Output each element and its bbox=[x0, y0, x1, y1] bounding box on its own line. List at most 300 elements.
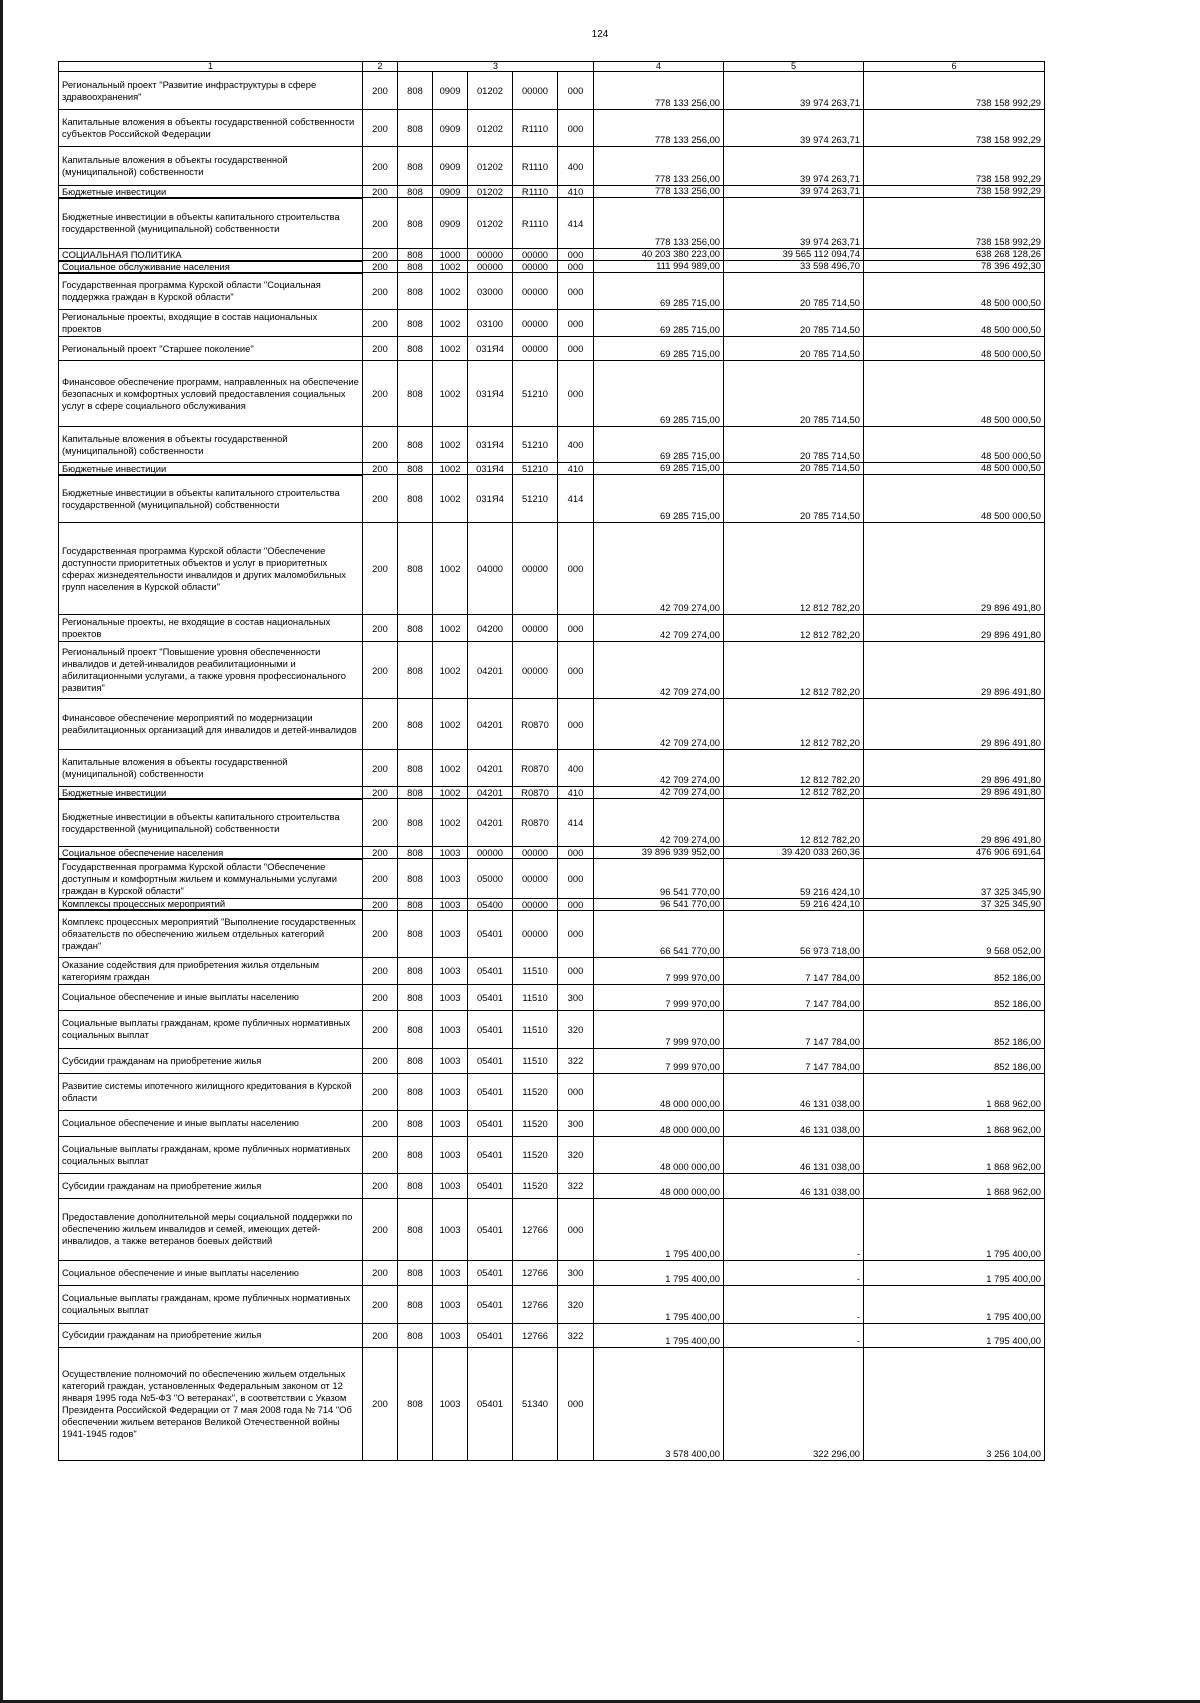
amount-cell: 96 541 770,00 bbox=[594, 898, 724, 910]
table-row bbox=[59, 957, 1045, 984]
code-cell: R0870 bbox=[513, 699, 558, 750]
amount-cell: 1 795 400,00 bbox=[594, 1323, 724, 1347]
code-cell: 51210 bbox=[513, 463, 558, 475]
row-name: Социальное обеспечение и иные выплаты населению bbox=[59, 984, 363, 1010]
code-cell: 1003 bbox=[433, 898, 468, 910]
code-cell: 808 bbox=[398, 361, 433, 427]
code-cell: 01202 bbox=[468, 110, 513, 147]
code-cell: 808 bbox=[398, 198, 433, 249]
code-cell: 00000 bbox=[513, 273, 558, 310]
code-cell: 11520 bbox=[513, 1110, 558, 1136]
code-cell: 00000 bbox=[468, 847, 513, 859]
code-cell: 200 bbox=[363, 859, 398, 899]
code-cell: 200 bbox=[363, 361, 398, 427]
amount-cell: 852 186,00 bbox=[864, 957, 1045, 984]
code-cell: 000 bbox=[558, 261, 594, 273]
table-row bbox=[59, 198, 1045, 249]
code-cell: 320 bbox=[558, 1136, 594, 1173]
table-row bbox=[59, 787, 1045, 799]
code-cell: 05401 bbox=[468, 1323, 513, 1347]
amount-cell: 48 000 000,00 bbox=[594, 1136, 724, 1173]
code-cell: 808 bbox=[398, 1347, 433, 1460]
code-cell: 1003 bbox=[433, 1198, 468, 1260]
amount-cell: 20 785 714,50 bbox=[724, 310, 864, 337]
code-cell: 200 bbox=[363, 1260, 398, 1285]
code-cell: 808 bbox=[398, 310, 433, 337]
table-row bbox=[59, 310, 1045, 337]
code-cell: 320 bbox=[558, 1010, 594, 1048]
amount-cell: 322 296,00 bbox=[724, 1347, 864, 1460]
code-cell: 1002 bbox=[433, 337, 468, 361]
amount-cell: 48 500 000,50 bbox=[864, 337, 1045, 361]
amount-cell: 39 974 263,71 bbox=[724, 147, 864, 186]
row-name: Предоставление дополнительной меры социальной поддержки по обеспечению жильем инвалидов и семей, имеющих детей-инвалидов, а также ветеранов боевых действий bbox=[59, 1198, 363, 1260]
code-cell: 1003 bbox=[433, 1260, 468, 1285]
code-cell: R1110 bbox=[513, 147, 558, 186]
code-cell: 400 bbox=[558, 750, 594, 787]
code-cell: 51340 bbox=[513, 1347, 558, 1460]
amount-cell: 3 256 104,00 bbox=[864, 1347, 1045, 1460]
code-cell: 031Я4 bbox=[468, 475, 513, 523]
code-cell: 808 bbox=[398, 1173, 433, 1198]
amount-cell: 29 896 491,80 bbox=[864, 750, 1045, 787]
amount-cell: 20 785 714,50 bbox=[724, 273, 864, 310]
code-cell: 000 bbox=[558, 1347, 594, 1460]
table-row bbox=[59, 642, 1045, 699]
code-cell: 1003 bbox=[433, 859, 468, 899]
table-row bbox=[59, 1048, 1045, 1073]
amount-cell: 42 709 274,00 bbox=[594, 699, 724, 750]
code-cell: 200 bbox=[363, 1073, 398, 1110]
amount-cell: 29 896 491,80 bbox=[864, 799, 1045, 847]
amount-cell: 7 999 970,00 bbox=[594, 957, 724, 984]
code-cell: 0909 bbox=[433, 110, 468, 147]
row-name: Комплекс процессных мероприятий "Выполнение государственных обязательств по обеспечению жильем отдельных категорий граждан" bbox=[59, 910, 363, 957]
table-row bbox=[59, 186, 1045, 198]
row-name: Социальные выплаты гражданам, кроме публичных нормативных социальных выплат bbox=[59, 1136, 363, 1173]
code-cell: 0909 bbox=[433, 72, 468, 110]
code-cell: 808 bbox=[398, 1110, 433, 1136]
amount-cell: 12 812 782,20 bbox=[724, 523, 864, 615]
code-cell: 808 bbox=[398, 859, 433, 899]
code-cell: 1003 bbox=[433, 1285, 468, 1323]
table-row bbox=[59, 898, 1045, 910]
amount-cell: 33 598 496,70 bbox=[724, 261, 864, 273]
code-cell: 000 bbox=[558, 249, 594, 261]
code-cell: 11510 bbox=[513, 984, 558, 1010]
amount-cell: 48 500 000,50 bbox=[864, 475, 1045, 523]
code-cell: 808 bbox=[398, 847, 433, 859]
code-cell: 410 bbox=[558, 787, 594, 799]
code-cell: 01202 bbox=[468, 186, 513, 198]
row-name: Социальное обслуживание населения bbox=[59, 261, 363, 273]
code-cell: 414 bbox=[558, 799, 594, 847]
table-row bbox=[59, 1285, 1045, 1323]
amount-cell: 12 812 782,20 bbox=[724, 615, 864, 642]
code-cell: 00000 bbox=[513, 910, 558, 957]
code-cell: 1000 bbox=[433, 249, 468, 261]
row-name: Субсидии гражданам на приобретение жилья bbox=[59, 1048, 363, 1073]
code-cell: 12766 bbox=[513, 1323, 558, 1347]
code-cell: 1003 bbox=[433, 1010, 468, 1048]
amount-cell: 1 868 962,00 bbox=[864, 1110, 1045, 1136]
amount-cell: 69 285 715,00 bbox=[594, 273, 724, 310]
code-cell: R1110 bbox=[513, 186, 558, 198]
code-cell: 808 bbox=[398, 1048, 433, 1073]
code-cell: 808 bbox=[398, 910, 433, 957]
code-cell: 200 bbox=[363, 910, 398, 957]
code-cell: 808 bbox=[398, 147, 433, 186]
code-cell: 031Я4 bbox=[468, 361, 513, 427]
code-cell: 00000 bbox=[513, 615, 558, 642]
code-cell: 300 bbox=[558, 1110, 594, 1136]
code-cell: 322 bbox=[558, 1323, 594, 1347]
code-cell: 12766 bbox=[513, 1198, 558, 1260]
row-name: Оказание содействия для приобретения жилья отдельным категориям граждан bbox=[59, 957, 363, 984]
code-cell: 03100 bbox=[468, 310, 513, 337]
code-cell: 51210 bbox=[513, 475, 558, 523]
code-cell: 808 bbox=[398, 787, 433, 799]
code-cell: 200 bbox=[363, 186, 398, 198]
code-cell: 200 bbox=[363, 72, 398, 110]
scan-edge-left bbox=[0, 0, 3, 1703]
code-cell: 200 bbox=[363, 1323, 398, 1347]
code-cell: 05401 bbox=[468, 1010, 513, 1048]
amount-cell: 738 158 992,29 bbox=[864, 186, 1045, 198]
code-cell: 000 bbox=[558, 847, 594, 859]
code-cell: 808 bbox=[398, 475, 433, 523]
row-name: Финансовое обеспечение программ, направленных на обеспечение безопасных и комфортных условий предоставления социальных услуг в сфере социального обслуживания bbox=[59, 361, 363, 427]
amount-cell: 738 158 992,29 bbox=[864, 198, 1045, 249]
code-cell: 1002 bbox=[433, 427, 468, 463]
code-cell: 11510 bbox=[513, 957, 558, 984]
amount-cell: 738 158 992,29 bbox=[864, 72, 1045, 110]
row-name: Осуществление полномочий по обеспечению жильем отдельных категорий граждан, установленных Федеральным законом от 12 января 1995 года №5-ФЗ "О ветеранах", в соответствии с Указом Президента Российской Федерации от 7 мая 2008 года № 714 "Об обеспечении жильем ветеранов Великой Отечественной войны 1941-1945 годов" bbox=[59, 1347, 363, 1460]
code-cell: 00000 bbox=[513, 310, 558, 337]
code-cell: 01202 bbox=[468, 147, 513, 186]
table-row bbox=[59, 72, 1045, 110]
code-cell: R0870 bbox=[513, 787, 558, 799]
code-cell: 808 bbox=[398, 110, 433, 147]
amount-cell: 48 000 000,00 bbox=[594, 1073, 724, 1110]
code-cell: 00000 bbox=[513, 859, 558, 899]
table-row bbox=[59, 699, 1045, 750]
code-cell: R0870 bbox=[513, 750, 558, 787]
table-row bbox=[59, 249, 1045, 261]
column-number: 4 bbox=[594, 62, 724, 72]
code-cell: 200 bbox=[363, 337, 398, 361]
table-row bbox=[59, 1198, 1045, 1260]
amount-cell: 12 812 782,20 bbox=[724, 699, 864, 750]
code-cell: 808 bbox=[398, 1260, 433, 1285]
code-cell: 031Я4 bbox=[468, 463, 513, 475]
code-cell: 808 bbox=[398, 523, 433, 615]
row-name: Бюджетные инвестиции bbox=[59, 463, 363, 475]
amount-cell: 29 896 491,80 bbox=[864, 615, 1045, 642]
code-cell: 400 bbox=[558, 427, 594, 463]
table-row bbox=[59, 1347, 1045, 1460]
code-cell: 200 bbox=[363, 1198, 398, 1260]
code-cell: 414 bbox=[558, 198, 594, 249]
code-cell: 1002 bbox=[433, 310, 468, 337]
table-row bbox=[59, 337, 1045, 361]
code-cell: 51210 bbox=[513, 361, 558, 427]
code-cell: 000 bbox=[558, 615, 594, 642]
code-cell: 04201 bbox=[468, 750, 513, 787]
row-name: Региональные проекты, не входящие в состав национальных проектов bbox=[59, 615, 363, 642]
table-row bbox=[59, 1323, 1045, 1347]
amount-cell: 39 565 112 094,74 bbox=[724, 249, 864, 261]
code-cell: 05401 bbox=[468, 1136, 513, 1173]
amount-cell: 48 500 000,50 bbox=[864, 273, 1045, 310]
code-cell: 1002 bbox=[433, 750, 468, 787]
code-cell: 04201 bbox=[468, 642, 513, 699]
code-cell: 000 bbox=[558, 642, 594, 699]
table-row bbox=[59, 427, 1045, 463]
code-cell: 000 bbox=[558, 910, 594, 957]
amount-cell: 56 973 718,00 bbox=[724, 910, 864, 957]
code-cell: 808 bbox=[398, 427, 433, 463]
amount-cell: 1 795 400,00 bbox=[594, 1285, 724, 1323]
code-cell: 0909 bbox=[433, 186, 468, 198]
code-cell: 05401 bbox=[468, 1048, 513, 1073]
amount-cell: 20 785 714,50 bbox=[724, 463, 864, 475]
code-cell: 200 bbox=[363, 523, 398, 615]
amount-cell: 20 785 714,50 bbox=[724, 427, 864, 463]
page-number: 124 bbox=[591, 29, 609, 40]
amount-cell: 12 812 782,20 bbox=[724, 787, 864, 799]
amount-cell: 12 812 782,20 bbox=[724, 642, 864, 699]
code-cell: 300 bbox=[558, 1260, 594, 1285]
code-cell: 200 bbox=[363, 261, 398, 273]
code-cell: 808 bbox=[398, 898, 433, 910]
code-cell: 05401 bbox=[468, 1198, 513, 1260]
row-name: Социальные выплаты гражданам, кроме публичных нормативных социальных выплат bbox=[59, 1010, 363, 1048]
amount-cell: 3 578 400,00 bbox=[594, 1347, 724, 1460]
amount-cell: - bbox=[724, 1285, 864, 1323]
code-cell: 11520 bbox=[513, 1136, 558, 1173]
amount-cell: 42 709 274,00 bbox=[594, 799, 724, 847]
table-row bbox=[59, 984, 1045, 1010]
amount-cell: 48 500 000,50 bbox=[864, 463, 1045, 475]
code-cell: 1002 bbox=[433, 475, 468, 523]
code-cell: 000 bbox=[558, 72, 594, 110]
code-cell: 51210 bbox=[513, 427, 558, 463]
code-cell: 031Я4 bbox=[468, 337, 513, 361]
code-cell: 1003 bbox=[433, 1323, 468, 1347]
amount-cell: 852 186,00 bbox=[864, 1048, 1045, 1073]
code-cell: 320 bbox=[558, 1285, 594, 1323]
code-cell: 1003 bbox=[433, 957, 468, 984]
row-name: Государственная программа Курской области "Обеспечение доступности приоритетных объектов и услуг в приоритетных сферах жизнедеятельности инвалидов и других маломобильных групп населения в Курской области" bbox=[59, 523, 363, 615]
code-cell: 04201 bbox=[468, 799, 513, 847]
code-cell: 04200 bbox=[468, 615, 513, 642]
code-cell: 808 bbox=[398, 1323, 433, 1347]
amount-cell: 20 785 714,50 bbox=[724, 337, 864, 361]
code-cell: 808 bbox=[398, 1136, 433, 1173]
amount-cell: 48 500 000,50 bbox=[864, 361, 1045, 427]
budget-table bbox=[58, 61, 1045, 1461]
amount-cell: 69 285 715,00 bbox=[594, 427, 724, 463]
code-cell: 05401 bbox=[468, 1173, 513, 1198]
code-cell: 200 bbox=[363, 463, 398, 475]
column-number: 1 bbox=[59, 62, 363, 72]
table-row bbox=[59, 361, 1045, 427]
code-cell: 00000 bbox=[513, 898, 558, 910]
row-name: Бюджетные инвестиции bbox=[59, 186, 363, 198]
code-cell: 808 bbox=[398, 1010, 433, 1048]
row-name: Социальное обеспечение и иные выплаты населению bbox=[59, 1110, 363, 1136]
code-cell: 808 bbox=[398, 984, 433, 1010]
amount-cell: 476 906 691,64 bbox=[864, 847, 1045, 859]
code-cell: 000 bbox=[558, 310, 594, 337]
amount-cell: 7 147 784,00 bbox=[724, 984, 864, 1010]
code-cell: 200 bbox=[363, 642, 398, 699]
amount-cell: 7 999 970,00 bbox=[594, 984, 724, 1010]
code-cell: 808 bbox=[398, 642, 433, 699]
amount-cell: 7 147 784,00 bbox=[724, 957, 864, 984]
amount-cell: 778 133 256,00 bbox=[594, 72, 724, 110]
code-cell: 01202 bbox=[468, 72, 513, 110]
code-cell: 05401 bbox=[468, 957, 513, 984]
amount-cell: 9 568 052,00 bbox=[864, 910, 1045, 957]
code-cell: 200 bbox=[363, 1048, 398, 1073]
row-name: Бюджетные инвестиции в объекты капитального строительства государственной (муниципальной) собственности bbox=[59, 475, 363, 523]
code-cell: 808 bbox=[398, 750, 433, 787]
amount-cell: 42 709 274,00 bbox=[594, 523, 724, 615]
code-cell: 200 bbox=[363, 147, 398, 186]
code-cell: 1002 bbox=[433, 261, 468, 273]
amount-cell: 1 795 400,00 bbox=[594, 1260, 724, 1285]
code-cell: 000 bbox=[558, 1198, 594, 1260]
row-name: Социальные выплаты гражданам, кроме публичных нормативных социальных выплат bbox=[59, 1285, 363, 1323]
code-cell: R1110 bbox=[513, 198, 558, 249]
row-name: Региональный проект "Развитие инфраструктуры в сфере здравоохранения" bbox=[59, 72, 363, 110]
code-cell: R0870 bbox=[513, 799, 558, 847]
code-cell: 04201 bbox=[468, 699, 513, 750]
amount-cell: 1 868 962,00 bbox=[864, 1173, 1045, 1198]
code-cell: 1002 bbox=[433, 699, 468, 750]
code-cell: 05401 bbox=[468, 910, 513, 957]
code-cell: 00000 bbox=[513, 523, 558, 615]
table-row bbox=[59, 273, 1045, 310]
table-row bbox=[59, 859, 1045, 899]
amount-cell: 778 133 256,00 bbox=[594, 186, 724, 198]
code-cell: 808 bbox=[398, 337, 433, 361]
code-cell: 05401 bbox=[468, 1285, 513, 1323]
code-cell: 808 bbox=[398, 1198, 433, 1260]
row-name: Капитальные вложения в объекты государственной (муниципальной) собственности bbox=[59, 427, 363, 463]
amount-cell: 42 709 274,00 bbox=[594, 615, 724, 642]
code-cell: 1003 bbox=[433, 1347, 468, 1460]
code-cell: 000 bbox=[558, 361, 594, 427]
table-row bbox=[59, 1010, 1045, 1048]
code-cell: 04000 bbox=[468, 523, 513, 615]
amount-cell: 29 896 491,80 bbox=[864, 787, 1045, 799]
amount-cell: - bbox=[724, 1260, 864, 1285]
code-cell: 05401 bbox=[468, 1347, 513, 1460]
code-cell: 000 bbox=[558, 859, 594, 899]
code-cell: 1003 bbox=[433, 910, 468, 957]
table-row bbox=[59, 799, 1045, 847]
code-cell: 322 bbox=[558, 1173, 594, 1198]
amount-cell: 29 896 491,80 bbox=[864, 642, 1045, 699]
code-cell: 200 bbox=[363, 273, 398, 310]
amount-cell: 46 131 038,00 bbox=[724, 1173, 864, 1198]
amount-cell: 111 994 989,00 bbox=[594, 261, 724, 273]
amount-cell: 1 795 400,00 bbox=[864, 1285, 1045, 1323]
amount-cell: 78 396 492,30 bbox=[864, 261, 1045, 273]
code-cell: 03000 bbox=[468, 273, 513, 310]
code-cell: 11520 bbox=[513, 1173, 558, 1198]
row-name: Бюджетные инвестиции bbox=[59, 787, 363, 799]
code-cell: 000 bbox=[558, 957, 594, 984]
code-cell: 04201 bbox=[468, 787, 513, 799]
code-cell: 11510 bbox=[513, 1048, 558, 1073]
code-cell: 410 bbox=[558, 463, 594, 475]
amount-cell: 46 131 038,00 bbox=[724, 1136, 864, 1173]
amount-cell: 66 541 770,00 bbox=[594, 910, 724, 957]
amount-cell: 1 868 962,00 bbox=[864, 1136, 1045, 1173]
code-cell: 410 bbox=[558, 186, 594, 198]
amount-cell: 42 709 274,00 bbox=[594, 642, 724, 699]
code-cell: 1002 bbox=[433, 615, 468, 642]
code-cell: 200 bbox=[363, 110, 398, 147]
row-name: Субсидии гражданам на приобретение жилья bbox=[59, 1323, 363, 1347]
code-cell: 11520 bbox=[513, 1073, 558, 1110]
code-cell: 11510 bbox=[513, 1010, 558, 1048]
amount-cell: 778 133 256,00 bbox=[594, 198, 724, 249]
code-cell: 1003 bbox=[433, 1048, 468, 1073]
code-cell: 00000 bbox=[468, 249, 513, 261]
amount-cell: 42 709 274,00 bbox=[594, 750, 724, 787]
table-row bbox=[59, 147, 1045, 186]
code-cell: 808 bbox=[398, 249, 433, 261]
table-row bbox=[59, 475, 1045, 523]
code-cell: 808 bbox=[398, 273, 433, 310]
code-cell: 808 bbox=[398, 1285, 433, 1323]
amount-cell: 852 186,00 bbox=[864, 1010, 1045, 1048]
row-name: Региональный проект "Старшее поколение" bbox=[59, 337, 363, 361]
code-cell: 200 bbox=[363, 799, 398, 847]
code-cell: 200 bbox=[363, 1110, 398, 1136]
code-cell: 808 bbox=[398, 1073, 433, 1110]
code-cell: 05000 bbox=[468, 859, 513, 899]
code-cell: 200 bbox=[363, 198, 398, 249]
code-cell: 200 bbox=[363, 750, 398, 787]
code-cell: 1003 bbox=[433, 984, 468, 1010]
table-row bbox=[59, 110, 1045, 147]
code-cell: R1110 bbox=[513, 110, 558, 147]
amount-cell: 48 000 000,00 bbox=[594, 1110, 724, 1136]
code-cell: 200 bbox=[363, 898, 398, 910]
amount-cell: 29 896 491,80 bbox=[864, 523, 1045, 615]
code-cell: 808 bbox=[398, 72, 433, 110]
amount-cell: 40 203 380 223,00 bbox=[594, 249, 724, 261]
code-cell: 05401 bbox=[468, 1110, 513, 1136]
amount-cell: 39 974 263,71 bbox=[724, 72, 864, 110]
code-cell: 031Я4 bbox=[468, 427, 513, 463]
row-name: Государственная программа Курской области "Обеспечение доступным и комфортным жильем и коммунальными услугами граждан в Курской области" bbox=[59, 859, 363, 899]
code-cell: 200 bbox=[363, 310, 398, 337]
amount-cell: 48 000 000,00 bbox=[594, 1173, 724, 1198]
column-number: 2 bbox=[363, 62, 398, 72]
amount-cell: 7 999 970,00 bbox=[594, 1010, 724, 1048]
code-cell: 300 bbox=[558, 984, 594, 1010]
code-cell: 808 bbox=[398, 261, 433, 273]
code-cell: 200 bbox=[363, 1136, 398, 1173]
amount-cell: 39 420 033 260,36 bbox=[724, 847, 864, 859]
